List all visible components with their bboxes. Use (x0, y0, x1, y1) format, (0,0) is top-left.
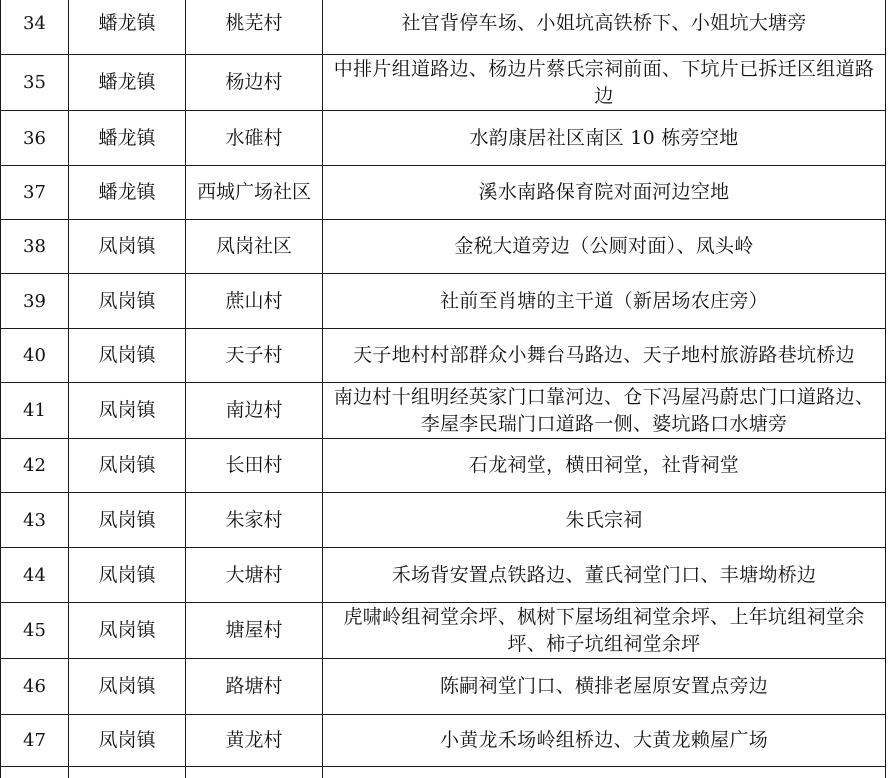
location-cell: 社前至肖塘的主干道（新居场农庄旁） (323, 274, 886, 329)
table-row-partial (1, 767, 886, 778)
town-cell: 凤岗镇 (69, 715, 186, 767)
town-cell: 凤岗镇 (69, 548, 186, 603)
row-number-cell: 40 (1, 329, 69, 383)
location-cell: 陈嗣祠堂门口、横排老屋原安置点旁边 (323, 659, 886, 715)
village-cell: 黄龙村 (186, 715, 323, 767)
row-number-cell: 45 (1, 603, 69, 659)
village-cell: 西城广场社区 (186, 166, 323, 220)
row-number-cell: 41 (1, 383, 69, 439)
location-cell: 水韵康居社区南区 10 栋旁空地 (323, 111, 886, 166)
town-cell: 凤岗镇 (69, 439, 186, 493)
row-number-cell: 37 (1, 166, 69, 220)
village-cell: 南边村 (186, 383, 323, 439)
location-cell: 天子地村村部群众小舞台马路边、天子地村旅游路巷坑桥边 (323, 329, 886, 383)
location-cell: 社官背停车场、小姐坑高铁桥下、小姐坑大塘旁 (323, 0, 886, 55)
village-cell: 天子村 (186, 329, 323, 383)
village-cell: 凤岗社区 (186, 220, 323, 274)
town-cell: 凤岗镇 (69, 274, 186, 329)
town-cell: 凤岗镇 (69, 220, 186, 274)
table-row (1, 274, 886, 329)
location-cell: 中排片组道路边、杨边片蔡氏宗祠前面、下坑片已拆迁区组道路边 (323, 55, 886, 111)
town-cell: 凤岗镇 (69, 659, 186, 715)
town-cell: 凤岗镇 (69, 493, 186, 548)
table-row (1, 603, 886, 659)
town-cell: 凤岗镇 (69, 603, 186, 659)
row-number-cell: 34 (1, 0, 69, 55)
row-number-cell: 47 (1, 715, 69, 767)
table-body (1, 0, 886, 778)
village-cell: 大塘村 (186, 548, 323, 603)
row-number-cell: 43 (1, 493, 69, 548)
location-cell: 石龙祠堂，横田祠堂，社背祠堂 (323, 439, 886, 493)
location-cell: 南边村十组明经英家门口靠河边、仓下冯屋冯蔚忠门口道路边、李屋李民瑞门口道路一侧、婆坑路口水塘旁 (323, 383, 886, 439)
village-cell: 水碓村 (186, 111, 323, 166)
table-row (1, 220, 886, 274)
village-cell: 塘屋村 (186, 603, 323, 659)
location-cell: 溪水南路保育院对面河边空地 (323, 166, 886, 220)
table-row (1, 329, 886, 383)
location-cell: 小黄龙禾场岭组桥边、大黄龙赖屋广场 (323, 715, 886, 767)
town-cell: 蟠龙镇 (69, 111, 186, 166)
table-row (1, 715, 886, 767)
location-cell: 朱氏宗祠 (323, 493, 886, 548)
village-cell: 杨边村 (186, 55, 323, 111)
village-cell: 桃芜村 (186, 0, 323, 55)
village-cell: 长田村 (186, 439, 323, 493)
town-cell: 凤岗镇 (69, 383, 186, 439)
table-row (1, 111, 886, 166)
row-number-cell: 46 (1, 659, 69, 715)
table-row (1, 166, 886, 220)
location-cell: 金税大道旁边（公厕对面）、凤头岭 (323, 220, 886, 274)
table-row (1, 383, 886, 439)
town-cell: 蟠龙镇 (69, 166, 186, 220)
town-cell: 蟠龙镇 (69, 0, 186, 55)
location-cell: 禾场背安置点铁路边、董氏祠堂门口、丰塘坳桥边 (323, 548, 886, 603)
table-row (1, 659, 886, 715)
location-cell: 虎啸岭组祠堂余坪、枫树下屋场组祠堂余坪、上年坑组祠堂余坪、柿子坑组祠堂余坪 (323, 603, 886, 659)
row-number-cell: 36 (1, 111, 69, 166)
village-cell: 朱家村 (186, 493, 323, 548)
row-number-cell: 39 (1, 274, 69, 329)
town-cell: 蟠龙镇 (69, 55, 186, 111)
village-cell: 路塘村 (186, 659, 323, 715)
table-row (1, 55, 886, 111)
row-number-cell: 42 (1, 439, 69, 493)
table-row (1, 0, 886, 55)
table-row (1, 439, 886, 493)
row-number-cell: 35 (1, 55, 69, 111)
table-row (1, 548, 886, 603)
row-number-cell: 38 (1, 220, 69, 274)
town-cell: 凤岗镇 (69, 329, 186, 383)
row-number-cell: 44 (1, 548, 69, 603)
table-row (1, 493, 886, 548)
village-cell: 蔗山村 (186, 274, 323, 329)
